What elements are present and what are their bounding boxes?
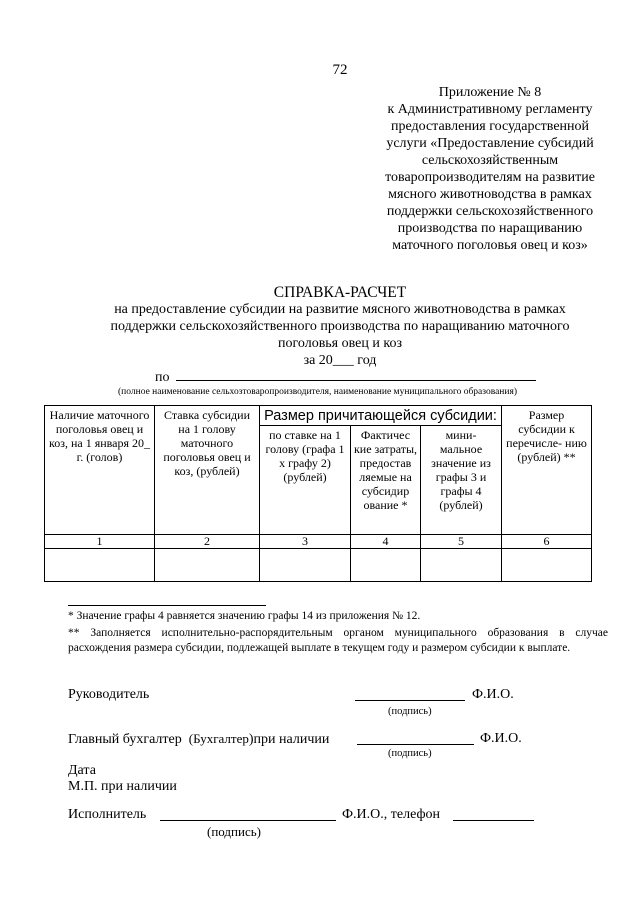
po-label: по <box>155 370 170 385</box>
table-header-row <box>45 406 592 426</box>
accountant-fio: Ф.И.О. <box>480 731 522 746</box>
data-cell[interactable] <box>155 549 260 582</box>
subtitle-line: поддержки сельскохозяйственного производства по наращиванию маточного <box>110 319 570 334</box>
subtitle-line: на предоставление субсидии на развитие мясного животноводства в рамках <box>114 302 566 317</box>
column-numbers-row <box>45 535 592 549</box>
appendix-line: Приложение № 8 <box>438 85 542 100</box>
column-number: 1 <box>45 535 155 549</box>
head-label: Руководитель <box>68 687 150 702</box>
executor-signature-hint: (подпись) <box>207 824 261 839</box>
appendix-line: сельскохозяйственным <box>421 153 559 168</box>
producer-name-line[interactable] <box>176 368 536 381</box>
column-number: 4 <box>351 535 421 549</box>
executor-signature-line[interactable] <box>160 808 336 821</box>
col3-header: по ставке на 1 голову (графа 1 х графу 2) (рублей) <box>260 426 351 535</box>
data-cell[interactable] <box>260 549 351 582</box>
producer-name-hint: (полное наименование сельхозтоваропроизводителя, наименование муниципального образования) <box>118 387 517 397</box>
table-data-row <box>45 549 592 582</box>
appendix-line: маточного поголовья овец и коз» <box>392 238 588 253</box>
appendix-line: к Административному регламенту <box>387 102 593 117</box>
appendix-line: поддержки сельскохозяйственного <box>386 204 594 219</box>
stamp-label: М.П. при наличии <box>68 779 177 794</box>
head-fio: Ф.И.О. <box>472 687 514 702</box>
appendix-line: мясного животноводства в рамках <box>388 187 592 202</box>
col6-header: Размер субсидии к перечисле- нию (рублей) ** <box>502 406 592 535</box>
group-header: Размер причитающейся субсидии: <box>260 406 502 426</box>
col2-header: Ставка субсидии на 1 голову маточного поголовья овец и коз, (рублей) <box>155 406 260 535</box>
subtitle-line: за 20___ год <box>303 353 377 368</box>
column-number: 2 <box>155 535 260 549</box>
document-title: СПРАВКА-РАСЧЕТ <box>273 284 407 301</box>
document-subtitle <box>60 301 620 369</box>
executor-fio-phone: Ф.И.О., телефон <box>342 807 441 822</box>
data-cell[interactable] <box>351 549 421 582</box>
col1-header: Наличие маточного поголовья овец и коз, на 1 января 20_ г. (голов) <box>45 406 155 535</box>
accountant-row <box>68 731 329 748</box>
column-number: 6 <box>502 535 592 549</box>
subtitle-line: поголовья овец и коз <box>278 336 402 351</box>
page-number: 72 <box>332 62 348 78</box>
accountant-label: Главный бухгалтер <box>68 732 182 747</box>
appendix-line: товаропроизводителям на развитие <box>385 170 595 185</box>
head-signature-hint: (подпись) <box>388 706 432 717</box>
executor-phone-line[interactable] <box>453 808 534 821</box>
data-cell[interactable] <box>421 549 502 582</box>
data-cell[interactable] <box>45 549 155 582</box>
executor-label: Исполнитель <box>68 807 147 822</box>
footnote-2: ** Заполняется исполнительно-распорядительным органом муниципального образования в случае расхождения размера субсидии, подлежащей выплате в текущем году и размером субсидии к выплате. <box>68 627 608 654</box>
accountant-signature-hint: (подпись) <box>388 748 432 759</box>
footnote-divider <box>68 605 266 606</box>
col5-header: мини- мальное значение из графы 3 и графы 4 (рублей) <box>421 426 502 535</box>
appendix-line: предоставления государственной <box>390 119 590 134</box>
footnote-1: * Значение графы 4 равняется значению графы 14 из приложения № 12. <box>68 610 421 622</box>
appendix-line: производства по наращиванию <box>397 221 583 236</box>
accountant-signature-line[interactable] <box>357 732 474 745</box>
date-label: Дата <box>68 763 96 778</box>
data-cell[interactable] <box>502 549 592 582</box>
head-signature-line[interactable] <box>355 688 465 701</box>
col4-header: Фактичес кие затраты, предостав ляемые на субсидир ование * <box>351 426 421 535</box>
accountant-paren: (Бухгалтер <box>188 731 249 746</box>
column-number: 5 <box>421 535 502 549</box>
appendix-line: услуги «Предоставление субсидий <box>386 136 594 151</box>
producer-name-field[interactable] <box>155 368 536 386</box>
accountant-rest: )при наличии <box>248 732 330 747</box>
column-number: 3 <box>260 535 351 549</box>
appendix-header <box>360 84 620 254</box>
calculation-table <box>44 405 592 582</box>
